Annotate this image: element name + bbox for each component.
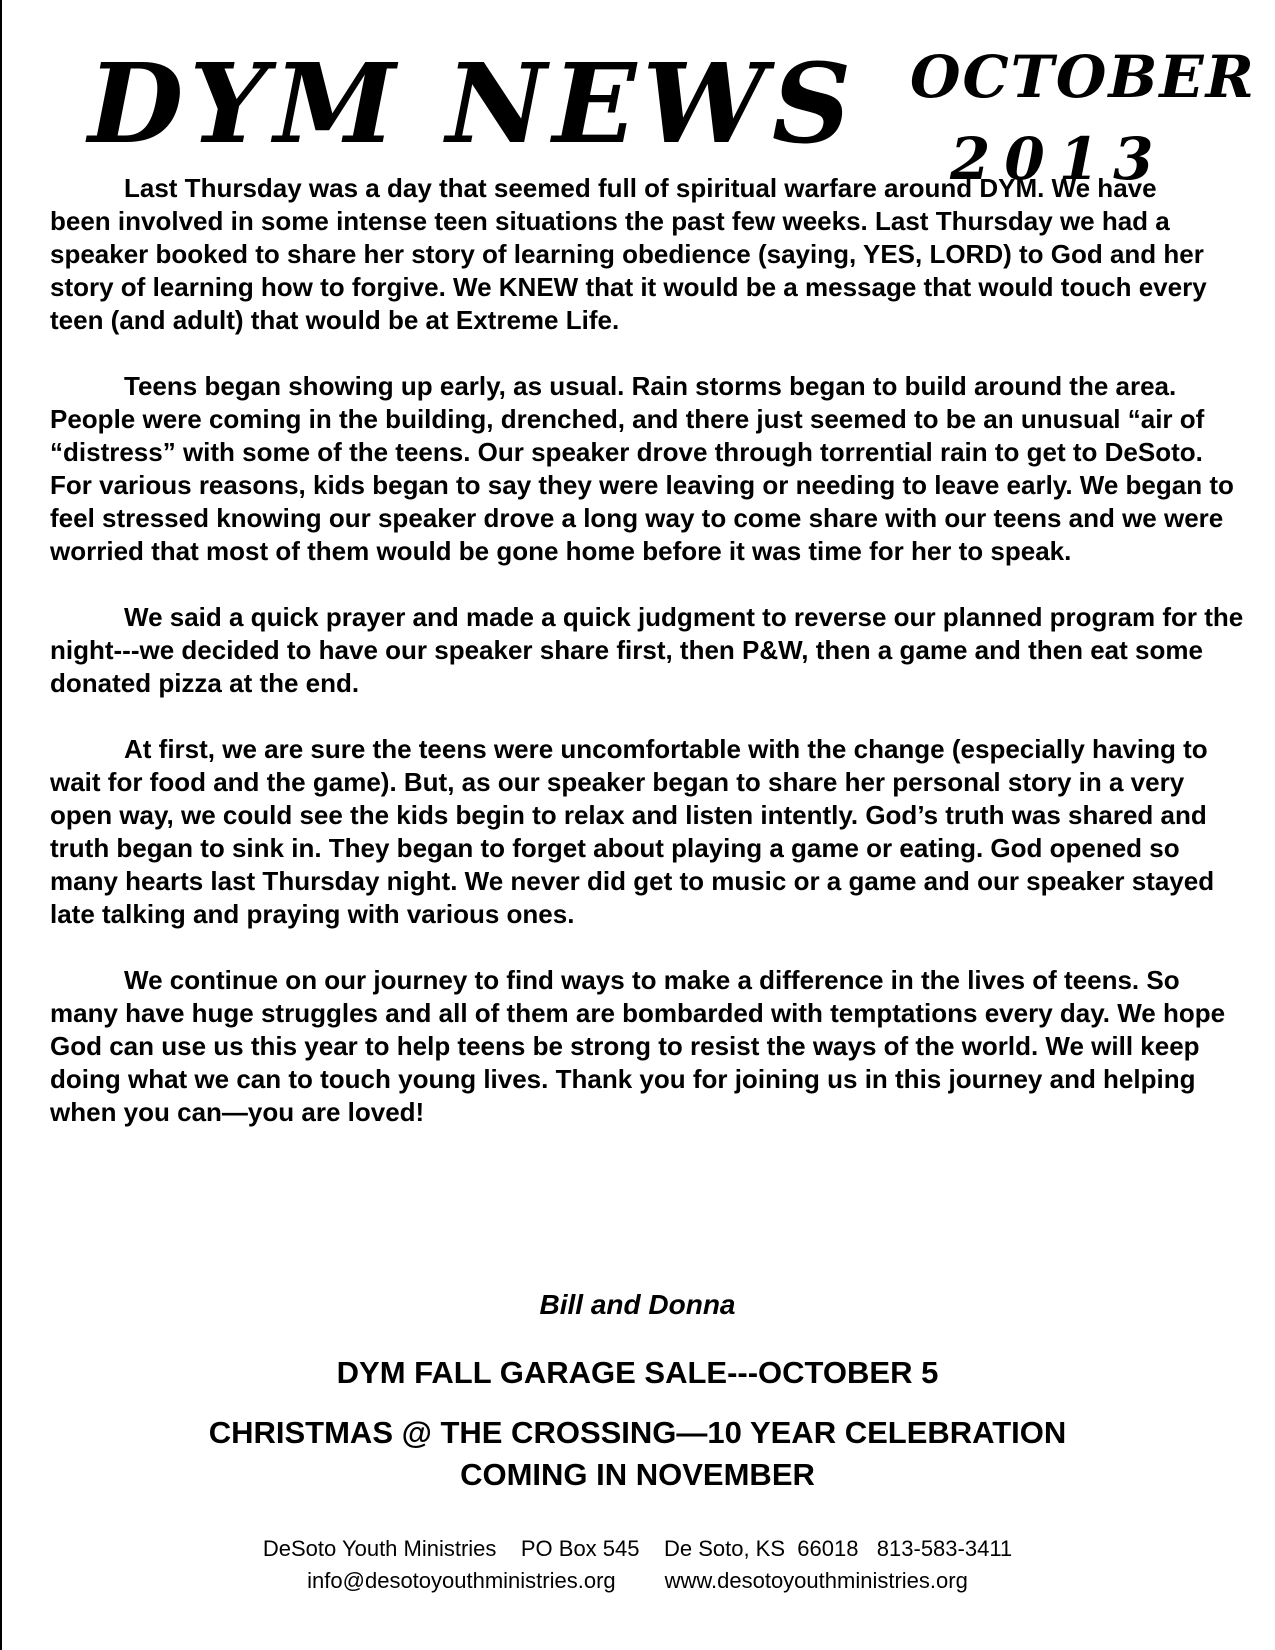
email-link[interactable]: info@desotoyouthministries.org <box>307 1568 616 1593</box>
newsletter-title: DYM NEWS <box>88 39 858 168</box>
article-paragraph-4: At first, we are sure the teens were uncomfortable with the change (especially having to wait for food and the game). But, as our speaker began to share her personal story in a very open way, we could see the kids begin to relax and listen intently. God’s truth was shared and truth began to sink in. They began to forget about playing a game or eating. God opened so many hearts last Thursday night. We never did get to music or a game and our speaker stayed late talking and praying with various ones. <box>50 734 1215 929</box>
christmas-announcement-line-2: COMING IN NOVEMBER <box>460 1457 815 1492</box>
phone-number: 813-583-3411 <box>876 1536 1013 1561</box>
article-paragraph-5: We continue on our journey to find ways to make a difference in the lives of teens. So many have huge struggles and all of them are bombarded with temptations every day. We hope God can use us this year to help teens be strong to resist the ways of the world. We will keep doing what we can to touch young lives. Thank you for joining us in this journey and helping when you can—you are loved! <box>50 965 1226 1127</box>
website-link[interactable]: www.desotoyouthministries.org <box>664 1568 968 1593</box>
issue-year: 2013 <box>950 125 1168 193</box>
article-paragraph-1: Last Thursday was a day that seemed full of spiritual warfare around DYM. We have been involved in some intense teen situations the past few weeks. Last Thursday we had a speaker booked to share her story of learning obedience (saying, YES, LORD) to God and her story of learning how to forgive. We KNEW that it would be a message that would touch every teen (and adult) that would be at Extreme Life. <box>50 173 1207 335</box>
page-left-border <box>0 0 2 1650</box>
po-box: PO Box 545 <box>520 1536 640 1561</box>
garage-sale-announcement: DYM FALL GARAGE SALE---OCTOBER 5 <box>336 1355 939 1390</box>
online-contact-line <box>0 1566 1275 1596</box>
organization-name: DeSoto Youth Ministries <box>262 1536 497 1561</box>
article-body <box>50 172 1250 1162</box>
article-paragraph-3: We said a quick prayer and made a quick judgment to reverse our planned program for the night---we decided to have our speaker share first, then P&W, then a game and then eat some donated pizza at the end. <box>50 602 1244 698</box>
contact-line <box>0 1534 1275 1564</box>
signature: Bill and Donna <box>539 1289 736 1320</box>
article-paragraph-2: Teens began showing up early, as usual. Rain storms began to build around the area. People were coming in the building, drenched, and there just seemed to be an unusual “air of “distress” with some of the teens. Our speaker drove through torrential rain to get to DeSoto. For various reasons, kids began to say they were leaving or needing to leave early. We began to feel stressed knowing our speaker drove a long way to come share with our teens and we were worried that most of them would be gone home before it was time for her to speak. <box>50 371 1234 566</box>
christmas-announcement-line-1: CHRISTMAS @ THE CROSSING—10 YEAR CELEBRATION <box>208 1415 1067 1450</box>
issue-month: OCTOBER <box>910 43 1256 111</box>
city-state-zip: De Soto, KS 66018 <box>663 1536 859 1561</box>
